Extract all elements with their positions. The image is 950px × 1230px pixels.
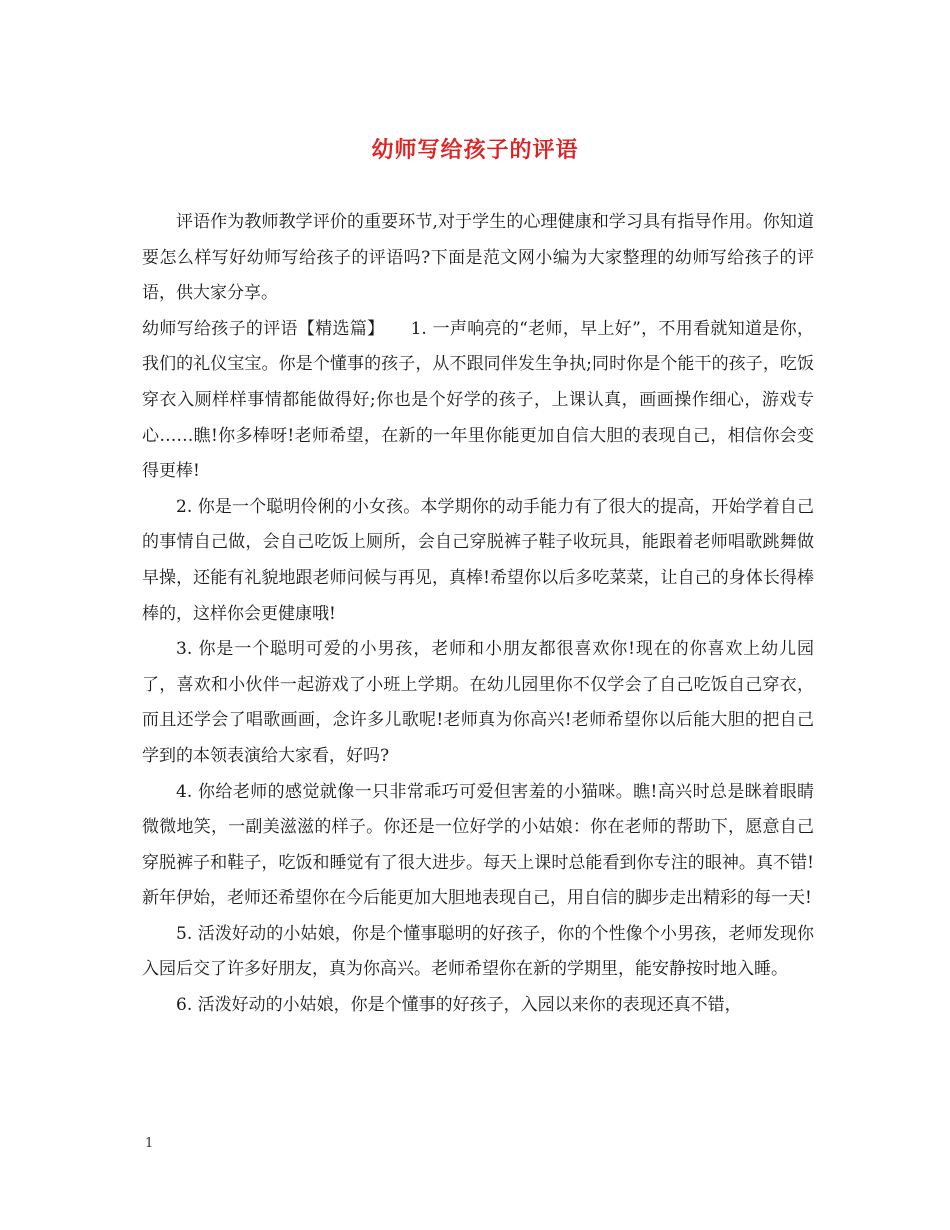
page-number: 1 xyxy=(145,1136,154,1151)
comment-paragraph: 6. 活泼好动的小姑娘，你是个懂事的好孩子，入园以来你的表现还真不错， xyxy=(176,995,742,1016)
comment-paragraph: 4. 你给老师的感觉就像一只非常乖巧可爱但害羞的小猫咪。瞧!高兴时总是眯着眼睛微微地笑，一副美滋滋的样子。你还是一位好学的小姑娘：你在老师的帮助下，愿意自己穿脱裤子和鞋子，吃饭和睡觉有了很大进步。每天上课时总能看到你专注的眼神。真不错!新年伊始，老师还希望你在今后能更加大胆地表现自己，用自信的脚步走出精彩的每一天! xyxy=(142,781,814,909)
section-heading-paragraph: 幼师写给孩子的评语【精选篇】 1. 一声响亮的“老师，早上好”，不用看就知道是你，我们的礼仪宝宝。你是个懂事的孩子，从不跟同伴发生争执;同时你是个能干的孩子，吃饭穿衣入厕样样事情都能做得好;你也是个好学的孩子，上课认真，画画操作细心，游戏专心……瞧!你多棒呀!老师希望，在新的一年里你能更加自信大胆的表现自己，相信你会变得更棒! xyxy=(142,318,814,482)
comment-paragraph: 5. 活泼好动的小姑娘，你是个懂事聪明的好孩子，你的个性像个小男孩，老师发现你入园后交了许多好朋友，真为你高兴。老师希望你在新的学期里，能安静按时地入睡。 xyxy=(142,923,814,980)
document-title: 幼师写给孩子的评语 xyxy=(371,137,579,163)
document-body xyxy=(142,205,814,1024)
comment-paragraph: 3. 你是一个聪明可爱的小男孩，老师和小朋友都很喜欢你!现在的你喜欢上幼儿园了，喜欢和小伙伴一起游戏了小班上学期。在幼儿园里你不仅学会了自己吃饭自己穿衣，而且还学会了唱歌画画，念许多儿歌呢!老师真为你高兴!老师希望你以后能大胆的把自己学到的本领表演给大家看，好吗? xyxy=(142,639,814,766)
comment-paragraph: 2. 你是一个聪明伶俐的小女孩。本学期你的动手能力有了很大的提高，开始学着自己的事情自己做，会自己吃饭上厕所，会自己穿脱裤子鞋子收玩具，能跟着老师唱歌跳舞做早操，还能有礼貌地跟老师问候与再见，真棒!希望你以后多吃菜菜，让自己的身体长得棒棒的，这样你会更健康哦! xyxy=(142,496,814,624)
intro-paragraph: 评语作为教师教学评价的重要环节,对于学生的心理健康和学习具有指导作用。你知道要怎么样写好幼师写给孩子的评语吗?下面是范文网小编为大家整理的幼师写给孩子的评语，供大家分享。 xyxy=(142,212,814,304)
